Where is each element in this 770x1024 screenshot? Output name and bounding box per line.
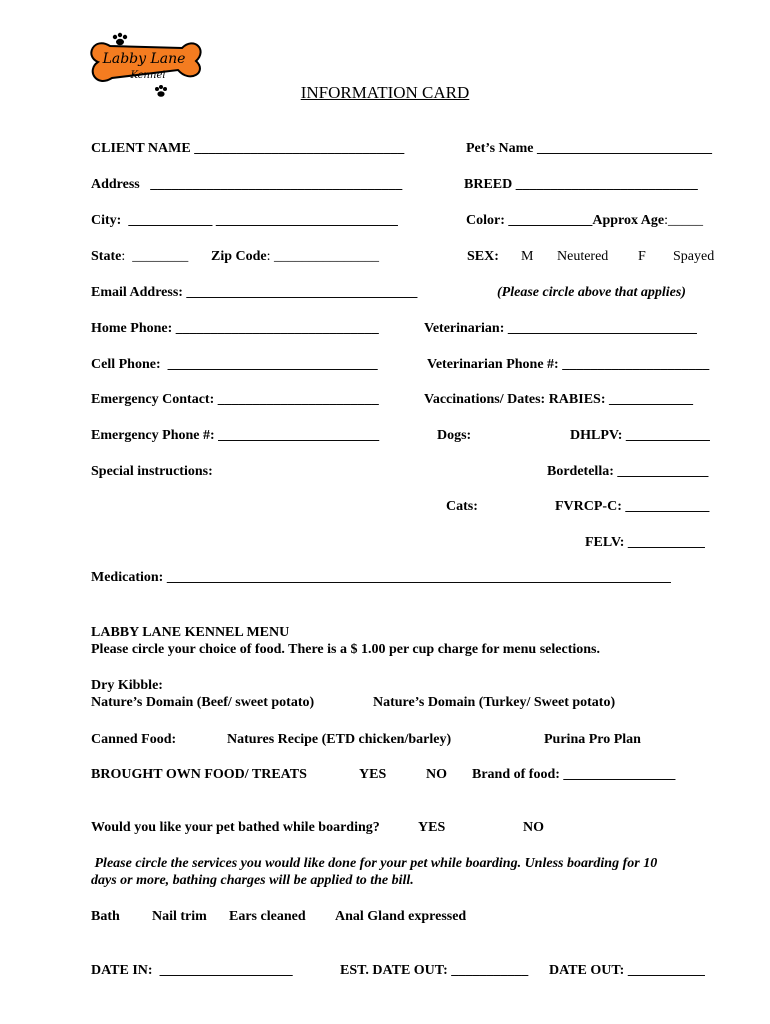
- menu-note: Please circle your choice of food. There is a $ 1.00 per cup charge for menu selections.: [91, 642, 600, 657]
- bath-yes[interactable]: YES: [418, 820, 446, 835]
- service-ears-cleaned[interactable]: Ears cleaned: [229, 909, 306, 924]
- page-title: INFORMATION CARD: [300, 83, 470, 102]
- date-in-field[interactable]: DATE IN: ___________________: [91, 963, 293, 978]
- state-blank: : ________: [121, 249, 189, 264]
- emergency-phone-field[interactable]: Emergency Phone #: _______________________: [91, 428, 380, 443]
- sex-option-f[interactable]: F: [638, 249, 646, 264]
- services-note: Please circle the services you would like done for your pet while boarding. Unless boarding for 10 days or more, bathing charges will be applied to the bill.: [91, 856, 658, 888]
- color-age-field[interactable]: [466, 212, 703, 229]
- logo-text-line2: Kennel: [130, 70, 166, 81]
- email-field[interactable]: Email Address: _________________________________: [91, 285, 418, 300]
- medication-field[interactable]: Medication: ________________________________________________________________________: [91, 570, 671, 585]
- dry-option-turkey[interactable]: Nature’s Domain (Turkey/ Sweet potato): [373, 695, 616, 710]
- bath-question: Would you like your pet bathed while boarding?: [91, 820, 380, 835]
- bordetella-field[interactable]: Bordetella: _____________: [547, 464, 709, 479]
- est-date-out-field[interactable]: EST. DATE OUT: ___________: [340, 963, 529, 978]
- state-label: State: [91, 249, 122, 264]
- color-age-label: Color: ____________Approx Age: [466, 213, 665, 228]
- address-field[interactable]: Address ____________________________________: [91, 177, 403, 192]
- zip-label: Zip Code: [211, 249, 267, 264]
- dogs-label: Dogs:: [437, 428, 472, 443]
- veterinarian-phone-field[interactable]: Veterinarian Phone #: _____________________: [427, 357, 710, 372]
- state-field[interactable]: [91, 248, 188, 265]
- felv-field[interactable]: FELV: ___________: [585, 535, 705, 550]
- logo-text-line1: Labby Lane: [102, 51, 186, 67]
- cats-label: Cats:: [446, 499, 478, 514]
- client-name-field[interactable]: CLIENT NAME ______________________________: [91, 141, 405, 156]
- service-bath[interactable]: Bath: [91, 909, 120, 924]
- sex-option-neutered[interactable]: Neutered: [557, 249, 609, 264]
- emergency-contact-field[interactable]: Emergency Contact: _______________________: [91, 392, 379, 407]
- zip-blank: : _______________: [266, 249, 380, 264]
- special-instructions-label: Special instructions:: [91, 464, 213, 479]
- bath-no[interactable]: NO: [523, 820, 544, 835]
- dhlpv-field[interactable]: DHLPV: ____________: [570, 428, 710, 443]
- city-field[interactable]: City: ____________ __________________________: [91, 213, 398, 228]
- sex-option-m[interactable]: M: [521, 249, 534, 264]
- canned-food-label: Canned Food:: [91, 732, 177, 747]
- menu-heading: LABBY LANE KENNEL MENU: [91, 625, 290, 640]
- own-food-label: BROUGHT OWN FOOD/ TREATS: [91, 767, 307, 782]
- fvrcp-field[interactable]: FVRCP-C: ____________: [555, 499, 710, 514]
- circle-note: (Please circle above that applies): [497, 285, 686, 300]
- age-blank: :_____: [664, 213, 703, 228]
- own-food-yes[interactable]: YES: [359, 767, 387, 782]
- dry-kibble-label: Dry Kibble:: [91, 678, 163, 693]
- cell-phone-field[interactable]: Cell Phone: ______________________________: [91, 357, 378, 372]
- sex-label: SEX:: [467, 249, 499, 264]
- service-anal-gland[interactable]: Anal Gland expressed: [335, 909, 467, 924]
- service-nail-trim[interactable]: Nail trim: [152, 909, 207, 924]
- canned-option-natures-recipe[interactable]: Natures Recipe (ETD chicken/barley): [227, 732, 452, 747]
- canned-option-purina[interactable]: Purina Pro Plan: [544, 732, 641, 747]
- veterinarian-field[interactable]: Veterinarian: ___________________________: [424, 321, 697, 336]
- home-phone-field[interactable]: Home Phone: _____________________________: [91, 321, 379, 336]
- dry-option-beef[interactable]: Nature’s Domain (Beef/ sweet potato): [91, 695, 315, 710]
- breed-field[interactable]: BREED __________________________: [464, 177, 698, 192]
- pets-name-field[interactable]: Pet’s Name _________________________: [466, 141, 713, 156]
- vaccinations-rabies-field[interactable]: Vaccinations/ Dates: RABIES: ____________: [424, 392, 693, 407]
- brand-of-food-field[interactable]: Brand of food: ________________: [472, 767, 676, 782]
- date-out-field[interactable]: DATE OUT: ___________: [549, 963, 705, 978]
- own-food-no[interactable]: NO: [426, 767, 447, 782]
- zip-field[interactable]: [211, 248, 379, 265]
- sex-option-spayed[interactable]: Spayed: [673, 249, 715, 264]
